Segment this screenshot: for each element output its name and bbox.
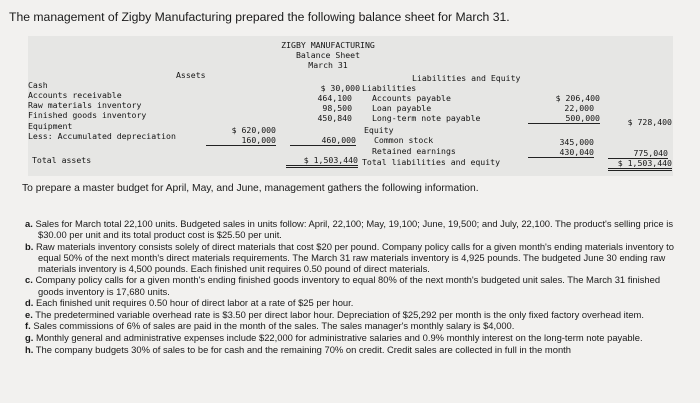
statement-date: March 31: [308, 60, 348, 70]
accumulated-depreciation-label: Less: Accumulated depreciation: [28, 131, 176, 141]
cash-label: Cash: [28, 80, 48, 90]
item-text: The company budgets 30% of sales to be for cash and the remaining 70% on credit. Credit sales are collected in full in the month: [35, 343, 571, 355]
intro-text: The management of Zigby Manufacturing prepared the following balance sheet for March 31.: [9, 10, 510, 24]
accounts-payable-value: $ 206,400: [555, 93, 600, 103]
equipment-label: Equipment: [28, 121, 73, 131]
liabilities-equity-header: Liabilities and Equity: [412, 73, 521, 83]
finished-goods-value: 450,840: [317, 113, 352, 123]
long-term-note-value: 500,000: [528, 113, 600, 124]
raw-materials-value: 98,500: [322, 103, 352, 113]
cash-value: $ 30,000: [320, 83, 360, 93]
accounts-receivable-label: Accounts receivable: [28, 90, 122, 100]
item-text: Company policy calls for a given month's ending finished goods inventory to equal 80% of the next month's budgeted unit sales. The March 31 finished goods inventory is 17,680 units.: [35, 274, 661, 297]
loan-payable-value: 22,000: [564, 103, 594, 113]
accounts-receivable-value: 464,100: [317, 93, 352, 103]
list-item: [25, 241, 685, 274]
loan-payable-label: Loan payable: [372, 103, 432, 113]
total-equity-value: 775,040: [608, 148, 668, 159]
liabilities-section-label: Liabilities: [362, 83, 417, 93]
total-liabilities-equity-label: Total liabilities and equity: [362, 157, 501, 167]
total-liabilities-value: $ 728,400: [627, 117, 672, 127]
item-letter: e.: [25, 308, 33, 320]
accumulated-depreciation-value: 160,000: [206, 135, 276, 146]
net-equipment-value: 460,000: [290, 135, 356, 146]
retained-earnings-label: Retained earnings: [372, 146, 456, 156]
balance-sheet: [28, 36, 673, 176]
item-letter: d.: [25, 297, 34, 309]
statement-title: Balance Sheet: [295, 50, 361, 60]
item-text: The predetermined variable overhead rate is $3.50 per direct labor hour. Depreciation of $25,292 per month is the only fixed factory overhead item.: [35, 308, 644, 320]
item-text: Monthly general and administrative expenses include $22,000 for administrative salaries and 0.9% monthly interest on the long-term note payable.: [35, 331, 643, 343]
finished-goods-label: Finished goods inventory: [28, 110, 147, 120]
total-liabilities-equity-value: $ 1,503,440: [608, 158, 672, 171]
raw-materials-label: Raw materials inventory: [28, 100, 142, 110]
list-item: [25, 332, 685, 343]
list-item: [25, 297, 685, 308]
common-stock-value: 345,000: [559, 137, 594, 147]
budget-intro-text: To prepare a master budget for April, May, and June, management gathers the following information.: [22, 183, 479, 194]
list-item: [25, 344, 685, 355]
list-item: [25, 274, 685, 296]
item-letter: g.: [25, 331, 34, 343]
item-letter: h.: [25, 343, 34, 355]
item-text: Raw materials inventory consists solely of direct materials that cost $20 per pound. Company policy calls for a given month's ending materials inventory to equal 50% of the next month's direct materials requirements. The March 31 raw materials inventory is 4,925 pounds. The budgeted June 30 ending raw materials inventory is 4,500 pounds. Each finished unit requires 0.50 pound of direct materials.: [35, 240, 674, 274]
assets-header: Assets: [176, 70, 206, 80]
item-letter: b.: [25, 240, 34, 252]
retained-earnings-value: 430,040: [528, 147, 594, 158]
total-assets-value: $ 1,503,440: [286, 155, 358, 168]
equity-section-label: Equity: [364, 125, 394, 135]
item-letter: c.: [25, 274, 33, 286]
item-text: Each finished unit requires 0.50 hour of direct labor at a rate of $25 per hour.: [35, 297, 354, 309]
item-text: Sales commissions of 6% of sales are paid in the month of the sales. The sales manager's monthly salary is $4,000.: [33, 320, 515, 332]
item-text: Sales for March total 22,100 units. Budgeted sales in units follow: April, 22,100; May, 19,100; June, 19,500; and July, 22,100. The product's selling price is $30.00 per unit and its total product cost is $25.50 per unit.: [35, 218, 674, 241]
requirements-list: [25, 218, 685, 355]
list-item: [25, 309, 685, 320]
long-term-note-label: Long-term note payable: [372, 113, 481, 123]
item-letter: a.: [25, 218, 33, 229]
list-item: [25, 218, 685, 240]
accounts-payable-label: Accounts payable: [372, 93, 451, 103]
list-item: [25, 320, 685, 331]
equipment-value: $ 620,000: [231, 125, 276, 135]
company-name: ZIGBY MANUFACTURING: [281, 40, 375, 50]
total-assets-label: Total assets: [32, 155, 92, 165]
common-stock-label: Common stock: [374, 135, 434, 145]
item-letter: f.: [25, 320, 31, 332]
